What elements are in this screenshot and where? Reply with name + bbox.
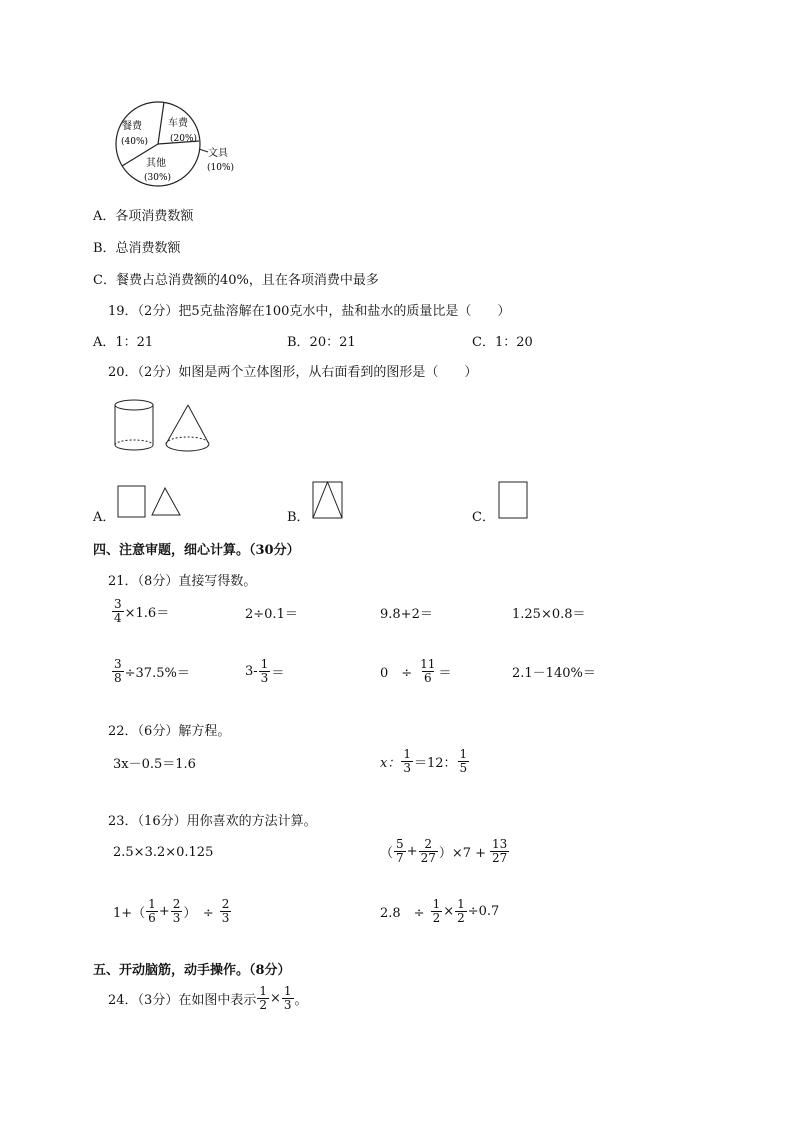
q22-equation-1: 3x－0.5＝1.6 [113,757,196,772]
q23-expression-4: 2.8 ÷ $\frac{1}{2}$ × $\frac{1}{2}$ ÷0.7 [380,897,500,925]
q21-item-4: 1.25×0.8＝ [512,607,586,622]
pie-label-meal: 餐费 [122,121,142,132]
q21-item-3: 9.8+2＝ [380,607,433,622]
q21-item-6: 3- $\frac{1}{3}$ ＝ [245,657,285,685]
q22-equation-2: x： $\frac{1}{3}$ ＝12： $\frac{1}{5}$ [380,747,468,775]
q20-option-c-figure [498,481,529,519]
pie-label-fare-pct: (20%) [170,134,198,144]
pie-label-fare: 车费 [168,118,188,129]
q19-option-b: B．20：21 [287,335,356,350]
q23-expression-1: 2.5×3.2×0.125 [113,845,214,860]
section-4-heading: 四、注意审题，细心计算。（30分） [93,543,300,558]
q19-option-c: C．1：20 [472,335,533,350]
solids-figure [114,399,218,459]
q21-stem: 21．（8分）直接写得数。 [108,574,257,589]
q21-item-2: 2÷0.1＝ [245,607,298,622]
q18-option-a: A．各项消费数额 [93,209,194,224]
q21-item-8: 2.1－140%＝ [512,666,596,681]
q23-expression-3: 1+（ $\frac{1}{6}$ + $\frac{2}{3}$ ） ÷ $\frac{2}{3}$ [113,897,230,925]
q20-option-a-figure [117,485,183,518]
q20-option-b: B． [287,510,310,525]
section-5-heading: 五、开动脑筋，动手操作。（8分） [93,963,291,978]
pie-label-other: 其他 [146,158,166,169]
q20-option-c: C． [472,510,495,525]
q21-item-7: 0 ÷ $\frac{11}{6}$ ＝ [380,657,452,685]
q23-expression-2: （ $\frac{5}{7}$ + $\frac{2}{27}$ ）×7 + $\frac{13}{27}$ [380,837,508,865]
q21-item-1: $\frac{3}{4}$ ×1.6＝ [114,597,170,625]
pie-label-other-pct: (30%) [144,173,172,183]
consumption-pie-figure [108,96,243,196]
q21-item-5: $\frac{3}{8}$ ÷37.5%＝ [114,657,190,685]
q18-option-b: B．总消费数额 [93,241,181,256]
q23-stem: 23．（16分）用你喜欢的方法计算。 [108,814,317,829]
q20-option-a: A． [93,510,116,525]
q19-stem: 19．（2分）把5克盐溶解在100克水中，盐和盐水的质量比是（ ） [108,304,511,319]
q20-stem: 20．（2分）如图是两个立体图形，从右面看到的图形是（ ） [108,365,478,380]
pie-label-meal-pct: (40%) [121,137,149,147]
pie-label-stationery: 文具 [208,148,228,159]
q19-option-a: A．1：21 [93,335,154,350]
pie-label-stationery-pct: (10%) [207,163,235,173]
q18-option-c: C．餐费占总消费额的40%，且在各项消费中最多 [93,273,379,288]
q22-stem: 22．（6分）解方程。 [108,724,231,739]
q20-option-b-figure [312,481,344,519]
q24-stem: 24．（3分）在如图中表示 $\frac{1}{2}$ × $\frac{1}{3}$ 。 [108,984,308,1012]
